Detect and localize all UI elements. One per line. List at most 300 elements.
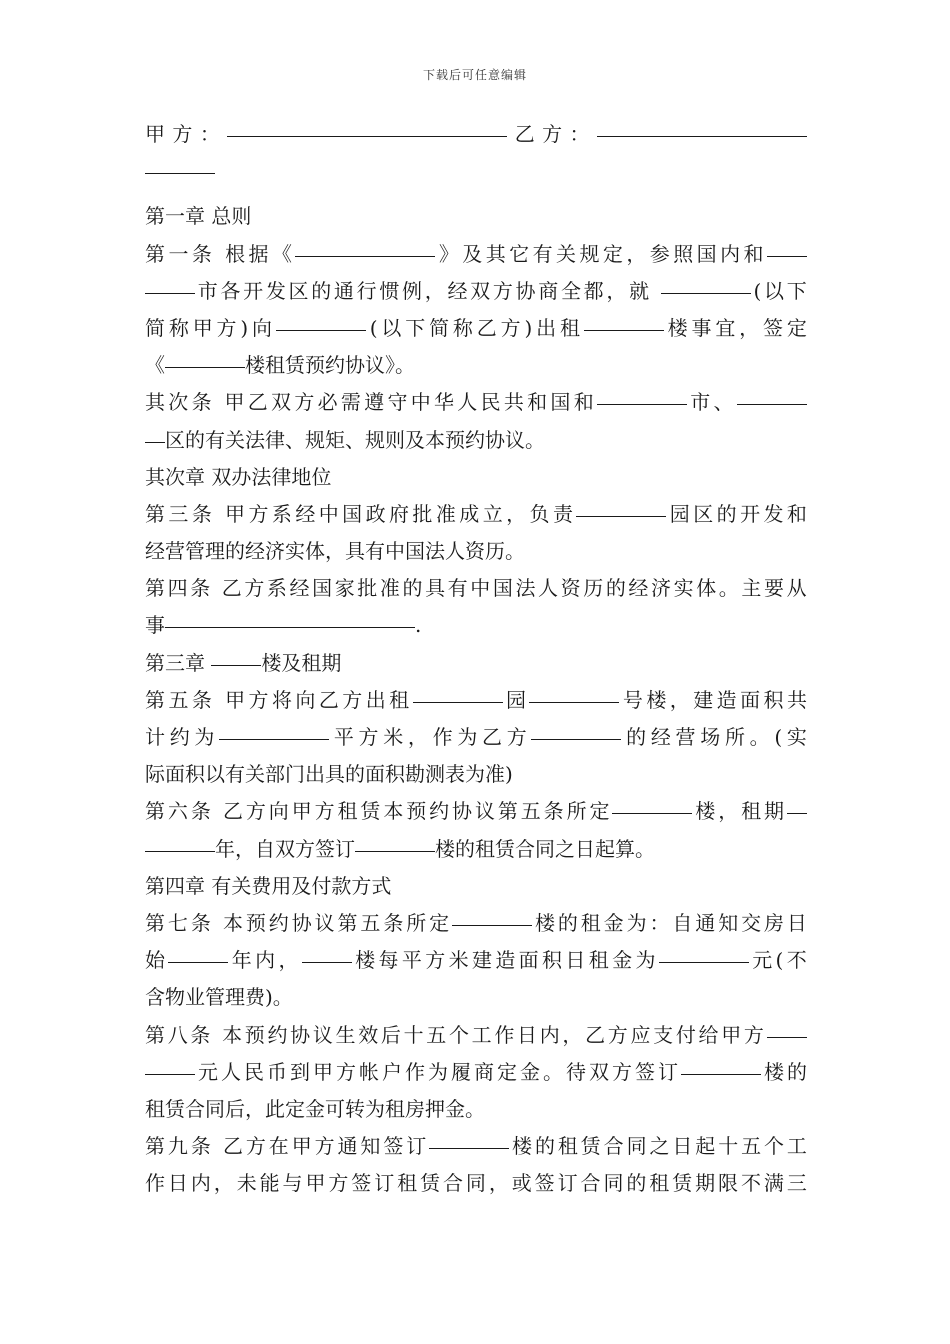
line-text: 区的有关法律、规矩、规则及本预约协议。 <box>165 427 545 452</box>
line-char: 国 <box>696 241 717 266</box>
line-char: 内 <box>255 948 276 973</box>
line-char: 通 <box>333 278 354 303</box>
line-char: 日 <box>672 1134 693 1159</box>
line-char: 经 <box>295 501 316 526</box>
line-char: 作 <box>432 725 453 749</box>
line-char: 条 <box>190 576 211 601</box>
line-char: 实 <box>673 576 694 601</box>
line-char: 中 <box>470 576 491 601</box>
line-char: 甲 <box>313 1059 333 1084</box>
line-char: ( <box>775 948 784 973</box>
fill-in-blank <box>576 496 666 517</box>
line-char: 租 <box>649 1171 670 1196</box>
line-char: 从 <box>786 576 807 601</box>
line-char: 楼 <box>355 948 376 973</box>
line-char: 楼 <box>764 1059 784 1084</box>
line-char: 满 <box>763 1171 784 1196</box>
line-char: 乙 <box>222 1134 243 1159</box>
line-char: 要 <box>763 576 784 601</box>
line-char: 市 <box>690 390 711 415</box>
line-char: 家 <box>334 576 355 601</box>
line-char: 。 <box>749 725 770 749</box>
document-line-article-5-line-3 <box>145 756 807 793</box>
line-char: 租 <box>559 315 580 340</box>
line-char: 批 <box>357 576 378 601</box>
line-char: 根 <box>225 241 246 266</box>
line-char: 的 <box>787 1059 807 1084</box>
fill-in-blank <box>145 153 215 174</box>
line-char: 惯 <box>379 278 400 303</box>
line-char: 民 <box>480 390 501 415</box>
line-char: 国 <box>492 576 513 601</box>
line-char: 号 <box>622 687 643 712</box>
document-line-chapter-3-title <box>145 645 807 682</box>
line-char: 元 <box>752 948 773 973</box>
document-line-article-8-line-2 <box>145 1054 807 1091</box>
line-char: 议 <box>474 799 495 824</box>
line-char: 简 <box>429 315 450 340</box>
line-char: 园 <box>506 687 527 712</box>
line-char: 条 <box>191 390 212 415</box>
line-char: 和 <box>527 390 548 415</box>
line-char: 造 <box>716 687 737 712</box>
line-char: 租 <box>580 910 601 935</box>
line-char: 据 <box>248 241 269 266</box>
line-char: 议 <box>312 1022 333 1047</box>
line-char: 同 <box>603 1171 624 1196</box>
fill-in-blank <box>787 793 807 814</box>
line-char: 到 <box>290 1059 310 1084</box>
line-char: 营 <box>675 725 696 749</box>
line-char: 乙 <box>247 390 268 415</box>
line-char: 约 <box>268 910 289 935</box>
line-char: 方 <box>743 1022 764 1047</box>
document-line-article-1-line-3 <box>145 310 807 347</box>
line-char: 协 <box>452 799 473 824</box>
line-text: 楼租赁预约协议》。 <box>245 353 415 378</box>
line-char: 甲 <box>145 122 165 146</box>
fill-in-blank <box>767 236 807 257</box>
line-char: 方 <box>245 799 266 824</box>
line-char: 十 <box>403 1022 424 1047</box>
line-char: 双 <box>589 1059 609 1084</box>
document-line-article-3-line-2 <box>145 533 807 570</box>
line-char: 第 <box>145 1022 165 1047</box>
line-char <box>215 384 221 421</box>
line-char: ， <box>424 278 445 303</box>
line-char: 中 <box>410 390 431 415</box>
line-char: 楼 <box>534 910 555 935</box>
line-char: 出 <box>365 687 386 712</box>
line-char: 双 <box>271 390 292 415</box>
line-char: 甲 <box>721 1022 742 1047</box>
line-char: 造 <box>495 948 516 973</box>
line-char: 人 <box>221 1059 241 1084</box>
line-char: 与 <box>282 1171 303 1196</box>
line-char: 国 <box>342 501 363 526</box>
line-char: 所 <box>406 910 427 935</box>
document-line-article-5-line-1 <box>145 682 807 719</box>
line-char: 政 <box>365 501 386 526</box>
line-char: 就 <box>629 278 650 303</box>
line-char: 方 <box>358 725 379 749</box>
line-char: ) <box>524 315 533 340</box>
line-char: 赁 <box>420 1171 441 1196</box>
line-char: 约 <box>429 799 450 824</box>
document-line-parties-2 <box>145 153 807 190</box>
line-char: 甲 <box>225 687 246 712</box>
fill-in-blank <box>681 1054 761 1075</box>
document-line-article-5-line-2 <box>145 719 807 756</box>
line-char: 为 <box>428 1059 448 1084</box>
line-char: 向 <box>295 687 316 712</box>
fill-in-blank <box>165 607 415 628</box>
line-char: 。 <box>543 1059 563 1084</box>
document-line-article-1-line-1 <box>145 236 807 273</box>
line-text: 楼及租期 <box>261 650 342 675</box>
line-char: 府 <box>389 501 409 526</box>
line-char: 的 <box>311 278 332 303</box>
line-char: 自 <box>672 910 693 935</box>
line-char: 未 <box>236 1171 257 1196</box>
line-char: 以 <box>381 315 402 340</box>
line-char: 期 <box>695 1171 716 1196</box>
line-char: 资 <box>560 576 581 601</box>
line-char: 积 <box>763 687 784 712</box>
line-char: 有 <box>532 241 553 266</box>
line-char: 预 <box>245 910 266 935</box>
line-char: 的 <box>557 910 578 935</box>
line-char <box>215 682 221 719</box>
line-char: ， <box>278 948 299 973</box>
line-char: 内 <box>190 1171 211 1196</box>
line-char: 履 <box>451 1059 471 1084</box>
line-char: 其 <box>145 390 165 415</box>
line-char: 遵 <box>364 390 385 415</box>
line-char: 成 <box>459 501 480 526</box>
line-char: 将 <box>271 687 292 712</box>
line-char: 《 <box>271 241 292 266</box>
line-char: 参 <box>649 241 670 266</box>
fill-in-blank <box>295 236 435 257</box>
line-char: 》 <box>438 241 459 266</box>
line-char: 个 <box>448 1022 469 1047</box>
document-line-article-9-line-1 <box>145 1128 807 1165</box>
document-line-article-1-line-2 <box>145 273 807 310</box>
line-char <box>213 1017 219 1054</box>
line-char: 方 <box>245 1134 266 1159</box>
line-char: 七 <box>167 910 188 935</box>
document-line-article-8-line-3 <box>145 1091 807 1128</box>
line-char: 全 <box>560 278 581 303</box>
document-line-article-4-line-1 <box>145 570 807 607</box>
line-char: 园 <box>669 501 690 526</box>
line-char: 起 <box>695 1134 716 1159</box>
line-text: 第四章 有关费用及付款方式 <box>145 873 392 898</box>
line-char: 期 <box>764 799 785 824</box>
line-char: 次 <box>168 390 189 415</box>
fill-in-blank <box>531 719 621 740</box>
line-char: 本 <box>222 1022 243 1047</box>
line-char: 方 <box>294 390 315 415</box>
line-char: ( <box>753 278 762 303</box>
line-char: ， <box>739 315 760 340</box>
line-char: 商 <box>538 278 559 303</box>
line-char: 租 <box>588 948 609 973</box>
line-char: 及 <box>462 241 483 266</box>
line-char: 定 <box>602 241 623 266</box>
line-char: 甲 <box>224 390 245 415</box>
line-char: 方 <box>612 1059 632 1084</box>
fill-in-blank <box>355 831 435 852</box>
line-char: 方 <box>542 122 563 146</box>
line-char: 作 <box>405 1059 425 1084</box>
line-char: 建 <box>693 687 714 712</box>
line-char: 方 <box>244 576 265 601</box>
line-char: 楼 <box>695 799 716 824</box>
line-char: 日 <box>517 1022 538 1047</box>
line-char: 定 <box>497 1059 517 1084</box>
fill-in-blank <box>597 116 807 137</box>
line-char: 内 <box>539 1022 560 1047</box>
line-char: 第 <box>145 241 165 266</box>
line-char: 租 <box>397 1171 418 1196</box>
line-char: 条 <box>190 1022 211 1047</box>
line-char: 守 <box>387 390 408 415</box>
line-char: 区 <box>288 278 309 303</box>
line-char: 方 <box>607 1022 628 1047</box>
line-char: 出 <box>536 315 557 340</box>
line-char: 米 <box>448 948 469 973</box>
line-text: 租赁合同后，此定金可转为租房押金。 <box>145 1096 485 1121</box>
line-char: 所 <box>566 799 587 824</box>
fill-in-blank <box>145 1054 195 1075</box>
line-char: 同 <box>465 1171 486 1196</box>
line-char: 协 <box>290 1022 311 1047</box>
line-char: 订 <box>374 1171 395 1196</box>
line-char: 定 <box>786 315 807 340</box>
line-char: 和 <box>743 241 764 266</box>
line-text: 际面积以有关部门出具的面积勘测表为准) <box>145 762 513 787</box>
line-char: 称 <box>452 315 473 340</box>
line-char: 和 <box>786 501 807 526</box>
line-char: 平 <box>401 948 422 973</box>
line-char: 知 <box>360 1134 381 1159</box>
line-char: 日 <box>565 948 586 973</box>
line-char: 乙 <box>514 122 535 146</box>
line-char: 向 <box>252 315 273 340</box>
line-char: 通 <box>695 910 716 935</box>
line-char <box>215 236 221 273</box>
line-char <box>214 793 220 830</box>
line-char: 作 <box>494 1022 515 1047</box>
line-char: 的 <box>534 1134 555 1159</box>
line-char: 方 <box>216 315 237 340</box>
line-char: 需 <box>340 390 361 415</box>
fill-in-blank <box>145 831 215 852</box>
line-char: 签 <box>763 315 783 340</box>
document-line-article-8-line-1 <box>145 1017 807 1054</box>
line-char: 签 <box>351 1171 372 1196</box>
header-note: 下载后可任意编辑 <box>422 68 527 82</box>
line-text: 事 <box>145 613 165 638</box>
line-char: 经 <box>628 576 649 601</box>
line-char: ， <box>213 1171 234 1196</box>
line-char: 以 <box>764 278 785 303</box>
line-char: 甲 <box>305 1171 326 1196</box>
line-char: ( <box>369 315 378 340</box>
document-line-article-4-line-2 <box>145 607 807 644</box>
line-char: 在 <box>268 1134 289 1159</box>
fill-in-blank <box>168 942 228 963</box>
line-char: 能 <box>259 1171 280 1196</box>
line-char: 之 <box>649 1134 670 1159</box>
line-char: 预 <box>244 1022 265 1047</box>
line-char: ( <box>774 725 783 749</box>
line-char: 条 <box>190 1134 211 1159</box>
line-char: 区 <box>693 501 714 526</box>
line-char: 合 <box>580 1171 601 1196</box>
fill-in-blank <box>597 384 687 405</box>
fill-in-blank <box>429 1128 509 1149</box>
line-char: 下 <box>786 278 807 303</box>
line-char: 或 <box>511 1171 532 1196</box>
line-char: 订 <box>406 1134 427 1159</box>
line-char: 负 <box>529 501 550 526</box>
line-char: 九 <box>167 1134 188 1159</box>
line-char: 、 <box>713 390 734 415</box>
line-char: ： <box>199 122 220 146</box>
line-char: 工 <box>471 1022 492 1047</box>
line-char: 照 <box>673 241 694 266</box>
line-char: 方 <box>336 1059 356 1084</box>
line-char: 第 <box>145 501 165 526</box>
document-line-article-2-line-2 <box>145 422 807 459</box>
line-char: 简 <box>145 315 165 340</box>
line-char: 后 <box>380 1022 401 1047</box>
line-char: 楼 <box>667 315 688 340</box>
line-char: 方 <box>172 122 193 146</box>
line-char: 约 <box>267 1022 288 1047</box>
line-char: 一 <box>168 241 189 266</box>
document-line-chapter-1-title <box>145 198 807 235</box>
line-char: 八 <box>167 1022 188 1047</box>
line-char: 始 <box>145 948 165 973</box>
line-char: 日 <box>786 910 807 935</box>
line-char: 人 <box>457 390 478 415</box>
line-char: 方 <box>314 1134 335 1159</box>
line-char: 方 <box>248 687 269 712</box>
line-char: 为 <box>626 910 647 935</box>
line-char: 租 <box>741 799 762 824</box>
line-char: 生 <box>335 1022 356 1047</box>
line-char: 积 <box>542 948 563 973</box>
line-char: 方 <box>492 278 513 303</box>
line-char: 方 <box>425 948 446 973</box>
document-line-article-9-line-2 <box>145 1165 807 1202</box>
line-char: 租 <box>389 687 410 712</box>
line-char: 不 <box>786 948 807 973</box>
line-char: 签 <box>534 1171 555 1196</box>
document-line-article-7-line-3 <box>145 979 807 1016</box>
line-char: 房 <box>764 910 785 935</box>
line-char: 经 <box>447 278 468 303</box>
line-char: 民 <box>244 1059 264 1084</box>
line-char: 为 <box>457 725 478 749</box>
line-char: 年 <box>231 948 252 973</box>
fill-in-blank <box>219 719 329 740</box>
line-char: 乙 <box>222 799 243 824</box>
line-char: 工 <box>786 1134 807 1159</box>
line-char: 五 <box>168 687 189 712</box>
line-char: 的 <box>626 725 647 749</box>
line-char: 事 <box>691 315 712 340</box>
line-char: 第 <box>145 910 165 935</box>
line-char: 条 <box>191 687 212 712</box>
line-char: 称 <box>168 315 189 340</box>
line-char: 发 <box>265 278 286 303</box>
line-char: 方 <box>248 501 269 526</box>
line-char: 十 <box>718 1134 739 1159</box>
fill-in-blank <box>584 310 664 331</box>
line-char: 必 <box>317 390 338 415</box>
line-char: 行 <box>356 278 377 303</box>
line-char: 其 <box>485 241 506 266</box>
line-char: 共 <box>503 390 524 415</box>
line-char: 限 <box>718 1171 739 1196</box>
line-char: 交 <box>741 910 762 935</box>
document-line-article-3-line-1 <box>145 496 807 533</box>
line-char: ， <box>669 687 690 712</box>
line-char: 的 <box>402 576 423 601</box>
line-char: 方 <box>328 1171 349 1196</box>
line-char: 知 <box>718 910 739 935</box>
line-char: 赁 <box>360 799 381 824</box>
line-char: 体 <box>696 576 717 601</box>
line-char: 乙 <box>482 725 503 749</box>
line-char: 和 <box>573 390 594 415</box>
line-char: 的 <box>605 576 626 601</box>
fill-in-blank <box>165 347 245 368</box>
line-char: 币 <box>267 1059 287 1084</box>
line-char: 下 <box>405 315 426 340</box>
line-char: 预 <box>406 799 427 824</box>
line-char: 经 <box>289 576 310 601</box>
line-char: 五 <box>741 1134 762 1159</box>
line-char: 不 <box>740 1171 761 1196</box>
line-char: 元 <box>198 1059 218 1084</box>
line-char: 五 <box>360 910 381 935</box>
line-char: 具 <box>425 576 446 601</box>
line-char: 订 <box>557 1171 578 1196</box>
line-char: 合 <box>603 1134 624 1159</box>
line-char: 的 <box>716 501 737 526</box>
line-char: 方 <box>506 725 527 749</box>
line-char: 本 <box>222 910 243 935</box>
line-char: 场 <box>700 725 721 749</box>
fill-in-blank <box>659 942 749 963</box>
document-line-article-1-line-4 <box>145 347 807 384</box>
line-char: 付 <box>675 1022 696 1047</box>
line-char: 它 <box>509 241 530 266</box>
line-char: 作 <box>145 1171 165 1196</box>
line-char: 四 <box>167 576 188 601</box>
line-char: 商 <box>474 1059 494 1084</box>
line-char: 实 <box>786 725 807 749</box>
line-char: 系 <box>266 576 287 601</box>
line-text: 第一章 总则 <box>145 204 252 229</box>
line-char: 法 <box>515 576 536 601</box>
